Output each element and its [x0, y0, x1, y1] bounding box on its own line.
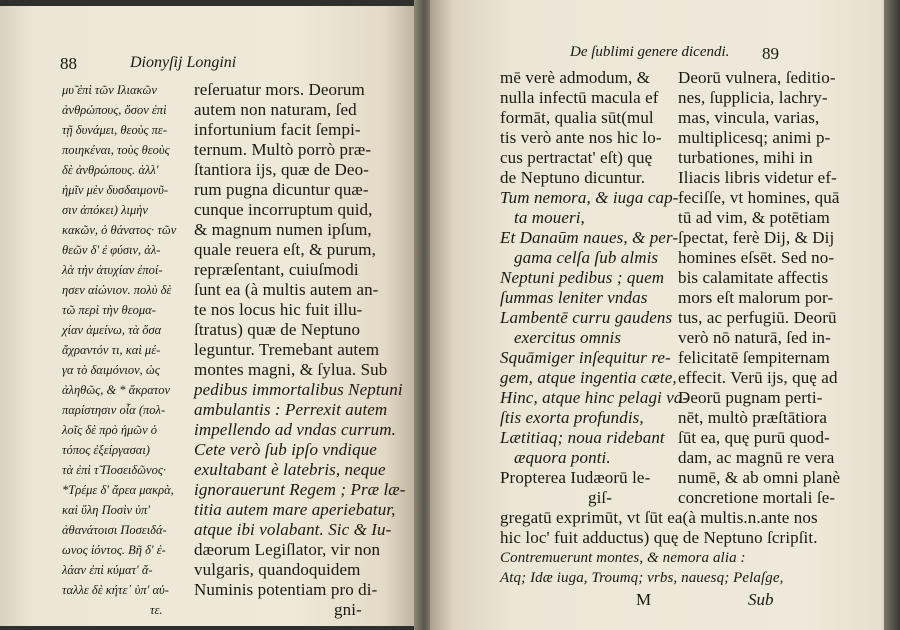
signature-mark: M — [636, 590, 652, 609]
text-line: atque ibi volabant. Sic & Iu- — [194, 520, 392, 539]
greek-line: μυ̃ ἐπὶ τῶν Ιλιακῶν — [62, 83, 157, 97]
text-line: cunque incorruptum quid, — [194, 200, 373, 219]
text-line: montes magni, & ſylua. Sub — [194, 360, 388, 379]
greek-line: λοῖς δὲ πρὸ ἡμῶν ὁ — [62, 423, 158, 437]
text-line: Squāmiger inſequitur re- — [500, 348, 671, 367]
greek-line: ποιηκέναι, τοὺς θεοὺς — [62, 143, 170, 157]
text-line: turbationes, mihi in — [678, 148, 813, 167]
greek-line: τὰ ἐπὶ τ̃ Ποσειδῶνος· — [62, 463, 167, 477]
greek-line: ταλλε δὲ κήτε᾽ ὑπ' αὐ- — [62, 583, 169, 597]
text-line: tis verò ante nos hic lo- — [500, 128, 662, 147]
text-line: Tum nemora, & iuga cap- — [500, 188, 679, 207]
text-line: bis calamitate affectis — [678, 268, 829, 287]
text-line: Iliacis libris videtur ef- — [678, 168, 837, 187]
text-line: gni- — [334, 600, 362, 619]
greek-line: δὲ ἀνθρώπους. ἀλλ' — [62, 163, 159, 177]
catchword: Sub — [748, 590, 774, 609]
text-line: infortunium facit ſempi- — [194, 120, 361, 139]
page-edge — [884, 0, 900, 630]
text-line: homines eſsēt. Sed no- — [678, 248, 835, 267]
text-line: ſunt ea (à multis autem an- — [194, 280, 379, 299]
greek-line: κακῶν, ὁ θάνατος· τῶν — [62, 223, 177, 237]
left-page — [0, 6, 418, 626]
text-line: effecit. Verū ijs, quę ad — [678, 368, 838, 387]
text-line: Cete verò ſub ipſo vndique — [194, 440, 377, 459]
text-line: multiplicesq; animi p- — [678, 128, 831, 147]
text-line: & magnum numen ipſum, — [194, 220, 372, 239]
text-line: exercitus omnis — [514, 328, 622, 347]
text-line: ſtis exorta profundis, — [500, 408, 644, 427]
page-number: 88 — [60, 54, 77, 73]
greek-line: τῶ περὶ τὴν θεομα- — [62, 303, 156, 317]
greek-line: λὰ τὴν ἀτυχίαν ἐποί- — [62, 263, 163, 277]
text-line: mas, vincula, varias, — [678, 108, 820, 127]
text-line: gem, atque ingentia cæte, — [500, 368, 677, 387]
greek-line: τῇ δυνάμει, θεοὺς πε- — [62, 123, 167, 137]
text-line: gregatū exprimūt, vt ſūt ea(à multis.n.ante nos — [500, 508, 818, 527]
greek-line: ἀνθρώπους, ὅσον ἐπὶ — [62, 103, 167, 117]
greek-line: καὶ ὕλη Ποσὶν ὑπ' — [62, 503, 150, 517]
greek-line: ἄχραντόν τι, καὶ μέ- — [62, 343, 161, 357]
greek-line: θεῶν δ' ἐ φύσιν, ἀλ- — [62, 243, 161, 257]
text-line: pedibus immortalibus Neptuni — [194, 380, 403, 399]
text-line: verò nō naturā, ſed in- — [678, 328, 831, 347]
text-line: Et Danaūm naues, & per- — [500, 228, 679, 247]
text-line: ſtratus) quæ de Neptuno — [194, 320, 361, 339]
text-line: leguntur. Tremebant autem — [194, 340, 380, 359]
text-line: de Neptuno dicuntur. — [500, 168, 646, 187]
right-page — [430, 0, 900, 630]
text-line: hic loc' fuit adductus) quę de Neptuno ſcripſit. — [500, 528, 818, 547]
text-line: mors eſt malorum por- — [678, 288, 834, 307]
text-line: mē verè admodum, & — [500, 68, 651, 87]
text-line: Neptuni pedibus ; quem — [500, 268, 665, 287]
text-line: ignorauerunt Regem ; Præ læ- — [194, 480, 406, 499]
text-line: concretione mortali ſe- — [678, 488, 836, 507]
text-line: dam, ac magnū re vera — [678, 448, 835, 467]
text-line: nulla infectū macula ef — [500, 88, 659, 107]
page-number: 89 — [762, 44, 779, 63]
text-line: Hinc, atque hinc pelagi va- — [500, 388, 689, 407]
text-line: repræſentant, cuiuſmodi — [194, 260, 359, 279]
text-line: Deorū pugnam perti- — [678, 388, 823, 407]
text-line: felicitatē ſempiternam — [678, 348, 830, 367]
text-line: ſpectat, ferè Dij, & Dij — [678, 228, 835, 247]
greek-line: γα τὸ δαιμόνιον, ὡς — [62, 363, 160, 377]
text-line: tū ad vim, & potētiam — [678, 208, 830, 227]
text-line: autem non naturam, ſed — [194, 100, 357, 119]
greek-line: λάαν ἐπὶ κύματ' ἄ- — [62, 563, 153, 577]
text-line: Lambentē curru gaudens — [500, 308, 673, 327]
text-line: ſtantiora ijs, quæ de Deo- — [194, 160, 369, 179]
text-line: Deorū vulnera, ſeditio- — [678, 68, 836, 87]
greek-line: ἡμῖν μὲν δυσδαιμονῦ- — [62, 183, 169, 197]
text-line: rum pugna dicuntur quæ- — [194, 180, 369, 199]
text-line: te nos locus hic fuit illu- — [194, 300, 363, 319]
greek-line: σιν ἀπόκει) λιμὴν — [62, 203, 148, 217]
greek-line: τε. — [150, 603, 163, 617]
text-line: æquora ponti. — [514, 448, 611, 467]
running-head: Dionyſij Longini — [130, 54, 237, 71]
text-line: tus, ac perfugiū. Deorū — [678, 308, 837, 327]
greek-line: *Τρέμε δ' ἄρεα μακρὰ, — [62, 483, 174, 497]
greek-line: χίαν ἀμείνω, τὰ ὅσα — [62, 323, 162, 337]
text-line: quale reuera eſt, & purum, — [194, 240, 376, 259]
text-line: gama celſa ſub almis — [514, 248, 659, 267]
text-line: nes, ſupplicia, lachry- — [678, 88, 828, 107]
text-line: titia autem mare aperiebatur, — [194, 500, 396, 519]
text-line: exultabant è latebris, neque — [194, 460, 386, 479]
greek-line: ησεν αἰώνιον. πολὺ δὲ — [62, 283, 172, 297]
text-line: reſeruatur mors. Deorum — [194, 80, 365, 99]
text-line: impellendo ad vndas currum. — [194, 420, 396, 439]
greek-line: παρίστησιν οἷα (πολ- — [62, 403, 166, 417]
text-line: cus pertractat' eſt) quę — [500, 148, 653, 167]
text-line: nēt, multò præſtātiora — [678, 408, 828, 427]
text-line: giſ- — [588, 488, 613, 507]
text-line: dæorum Legiſlator, vir non — [194, 540, 381, 559]
text-line: Numinis potentiam pro di- — [194, 580, 378, 599]
greek-line: ἀθανάτοισι Ποσειδά- — [62, 523, 167, 537]
text-line: ambulantis : Perrexit autem — [194, 400, 388, 419]
text-line: Atq; Idæ iuga, Troumq; vrbs, nauesq; Pelaſge, — [500, 570, 784, 586]
text-line: Contremuerunt montes, & nemora alia : — [500, 550, 746, 566]
text-line: vulgaris, quandoquidem — [194, 560, 361, 579]
text-line: Propterea Iudæorū le- — [500, 468, 651, 487]
text-line: ſummas leniter vndas — [500, 288, 648, 307]
text-line: ternum. Multò porrò præ- — [194, 140, 372, 159]
text-line: Lætitiaq; noua ridebant — [500, 428, 665, 447]
greek-line: ἀληθῶς, & * ἄκρατον — [62, 383, 171, 397]
running-head: De ſublimi genere dicendi. — [570, 44, 730, 60]
greek-line: ωνος ἰόντος. Βῆ δ' ἐ- — [62, 543, 166, 557]
text-line: numē, & ab omni planè — [678, 468, 841, 487]
text-line: formāt, qualia sūt(mul — [500, 108, 654, 127]
text-line: ta moueri, — [514, 208, 585, 227]
greek-line: τόπος ἐξείργασαι) — [62, 443, 150, 457]
text-line: ſūt ea, quę purū quod- — [678, 428, 830, 447]
text-line: feciſſe, vt homines, quā — [678, 188, 840, 207]
